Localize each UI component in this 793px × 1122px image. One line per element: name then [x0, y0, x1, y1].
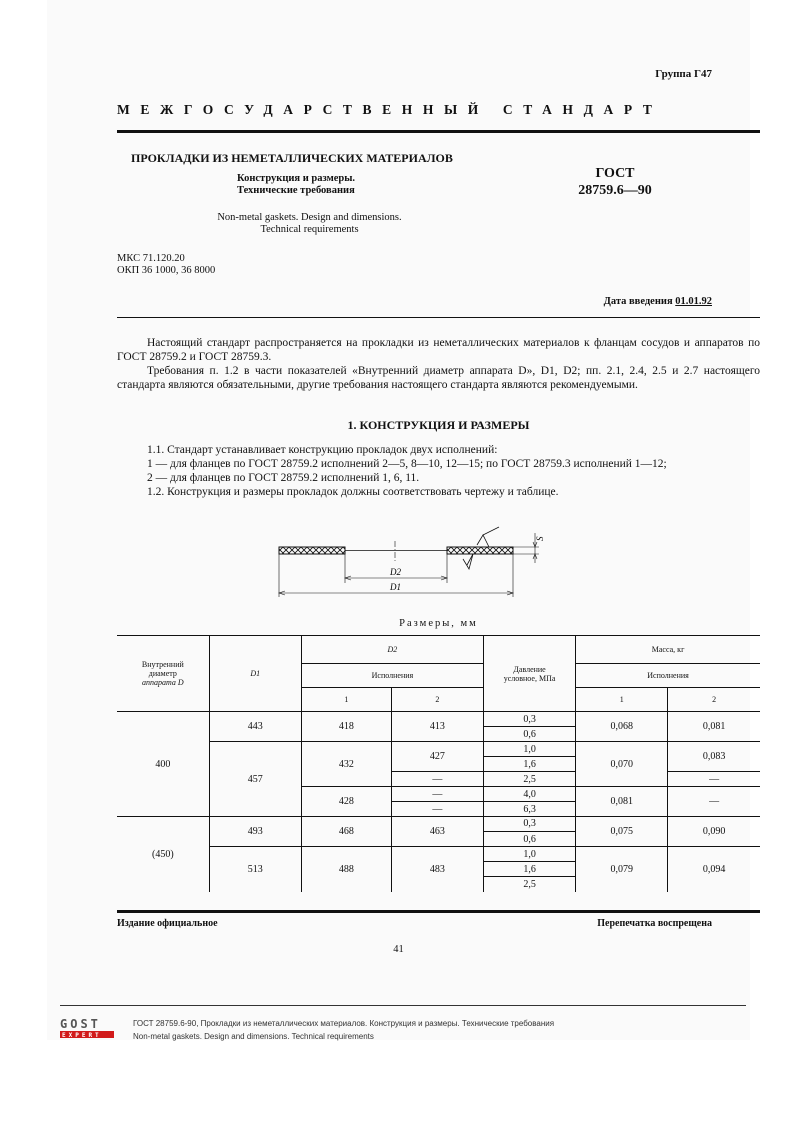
date-rule	[117, 317, 760, 318]
footer-rule	[117, 910, 760, 913]
cell-pressure: 2,5	[483, 877, 575, 892]
section-1-text	[117, 443, 760, 499]
document-page	[47, 0, 760, 1040]
cell-mass-exec-2: —	[668, 787, 760, 817]
dimension-label-d1: D1	[390, 582, 401, 592]
cell-mass-exec-2: 0,083	[668, 742, 760, 772]
header-inner-diameter	[117, 636, 209, 712]
classification-codes	[117, 253, 215, 277]
table-row	[117, 742, 760, 757]
source-divider	[60, 1005, 746, 1006]
cell-pressure: 0,6	[483, 832, 575, 847]
header-inner-diameter-line-3: аппарата D	[142, 678, 184, 687]
cell-pressure: 1,0	[483, 847, 575, 862]
cell-d1: 443	[209, 712, 301, 742]
cell-mass-exec-1: 0,075	[576, 817, 668, 847]
cell-d2-exec-1: 418	[301, 712, 391, 742]
introduction	[117, 336, 760, 392]
effective-date	[604, 296, 712, 307]
header-d2-exec-1: 1	[301, 688, 391, 712]
thickness-dimension	[513, 533, 545, 563]
cell-d2-exec-2: 413	[391, 712, 483, 742]
english-title-line-2: Technical requirements	[260, 224, 359, 235]
cell-d2-exec-1: 468	[301, 817, 391, 847]
table-caption: Размеры, мм	[399, 618, 478, 629]
okp-code: ОКП 36 1000, 36 8000	[117, 265, 216, 276]
english-title	[197, 212, 422, 236]
cell-mass-exec-1: 0,068	[576, 712, 668, 742]
table-row	[117, 817, 760, 832]
reprint-prohibited-note: Перепечатка воспрещена	[597, 918, 712, 929]
logo-text-top: GOST	[60, 1017, 101, 1031]
cell-pressure: 4,0	[483, 787, 575, 802]
header-d2: D2	[301, 636, 483, 664]
header-inner-diameter-line-1: Внутренний	[141, 660, 184, 669]
cell-pressure: 1,6	[483, 862, 575, 877]
gost-label: ГОСТ	[595, 166, 635, 181]
cell-mass-exec-2: 0,094	[668, 847, 760, 892]
interstate-standard-heading: МЕЖГОСУДАРСТВЕННЫЙ СТАНДАРТ	[117, 102, 663, 117]
english-title-line-1: Non-metal gaskets. Design and dimensions.	[217, 212, 402, 223]
cell-d1: 513	[209, 847, 301, 892]
subtitle-line-1: Конструкция и размеры.	[237, 173, 356, 184]
clause-1-1-item-2: 2 — для фланцев по ГОСТ 28759.2 исполнений 1, 6, 11.	[147, 472, 420, 484]
gost-designation	[567, 165, 663, 199]
header-pressure-line-1: Давление	[513, 664, 546, 674]
gost-expert-logo-icon	[60, 1017, 120, 1039]
gost-number: 28759.6—90	[578, 183, 652, 198]
header-mass: Масса, кг	[576, 636, 760, 664]
table-row	[117, 847, 760, 862]
document-subtitle	[237, 173, 355, 197]
gasket-left-section	[279, 547, 345, 554]
cell-d1: 493	[209, 817, 301, 847]
cell-pressure: 0,3	[483, 817, 575, 832]
page-number: 41	[393, 944, 404, 955]
header-d1: D1	[209, 636, 301, 712]
source-line-1: ГОСТ 28759.6-90, Прокладки из неметаллических материалов. Конструкция и размеры. Технические требования	[133, 1019, 555, 1028]
cell-inner-diameter-450: (450)	[151, 848, 174, 860]
header-pressure	[483, 636, 575, 712]
cell-d2-exec-2: 427	[391, 742, 483, 772]
gasket-drawing	[277, 523, 597, 603]
clause-1-1-item-1: 1 — для фланцев по ГОСТ 28759.2 исполнений 2—5, 8—10, 12—15; по ГОСТ 28759.3 исполнений 1—12;	[147, 458, 667, 470]
header-inner-diameter-line-2: диаметр	[148, 669, 177, 678]
logo-text-bottom: EXPERT	[62, 1032, 102, 1039]
cell-d2-exec-1: 432	[301, 742, 391, 787]
table-header-row-1	[117, 636, 760, 664]
cell-mass-exec-1: 0,079	[576, 847, 668, 892]
cell-d2-exec-2: 463	[391, 817, 483, 847]
date-value: 01.01.92	[675, 296, 712, 307]
cell-pressure: 1,6	[483, 757, 575, 772]
intro-paragraph-2: Требования п. 1.2 в части показателей «Внутренний диаметр аппарата D», D1, D2; пп. 2.1, 2.4, 2.5 и 2.7 настоящего стандарта являются обязательными, другие требования настоящего стандарта являются рекомендуемыми.	[117, 365, 760, 391]
cell-pressure: 0,3	[483, 712, 575, 727]
cell-inner-diameter-400: 400	[117, 712, 209, 817]
cell-pressure: 6,3	[483, 802, 575, 817]
source-line-2: Non-metal gaskets. Design and dimensions. Technical requirements	[133, 1032, 374, 1041]
cell-pressure: 0,6	[483, 727, 575, 742]
cell-d2-exec-2: —	[391, 802, 483, 817]
dimensions-table	[117, 635, 760, 892]
header-d2-executions: Исполнения	[301, 664, 483, 688]
dimension-label-s: S	[535, 536, 545, 541]
cell-mass-exec-1: 0,070	[576, 742, 668, 787]
header-rule	[117, 130, 760, 133]
table-row	[117, 712, 760, 727]
cell-d2-exec-2: —	[391, 772, 483, 787]
header-d2-exec-2: 2	[391, 688, 483, 712]
header-pressure-line-2: условное, МПа	[503, 673, 556, 683]
cell-d2-exec-2: —	[391, 787, 483, 802]
header-mass-exec-2: 2	[668, 688, 760, 712]
cell-d2-exec-1: 428	[301, 787, 391, 817]
cell-d2-exec-1: 488	[301, 847, 391, 892]
dimension-label-d2: D2	[390, 567, 401, 577]
clause-1-2: 1.2. Конструкция и размеры прокладок должны соответствовать чертежу и таблице.	[147, 486, 559, 498]
group-code: Группа Г47	[655, 68, 712, 80]
cell-mass-exec-2: 0,090	[668, 817, 760, 847]
gasket-right-section	[447, 547, 513, 554]
cell-pressure: 1,0	[483, 742, 575, 757]
subtitle-line-2: Технические требования	[237, 185, 355, 196]
header-mass-executions: Исполнения	[576, 664, 760, 688]
mks-code: МКС 71.120.20	[117, 253, 185, 264]
official-edition-note: Издание официальное	[117, 918, 218, 929]
cell-d2-exec-2: 483	[391, 847, 483, 892]
date-label: Дата введения	[603, 296, 673, 307]
d2-dimension	[345, 554, 447, 583]
intro-paragraph-1: Настоящий стандарт распространяется на прокладки из неметаллических материалов к фланцам сосудов и аппаратов по ГОСТ 28759.2 и ГОСТ 28759.3.	[117, 337, 760, 363]
cell-mass-exec-2: 0,081	[668, 712, 760, 742]
cell-pressure: 2,5	[483, 772, 575, 787]
clause-1-1: 1.1. Стандарт устанавливает конструкцию прокладок двух исполнений:	[147, 444, 498, 456]
header-mass-exec-1: 1	[576, 688, 668, 712]
section-heading: 1. КОНСТРУКЦИЯ И РАЗМЕРЫ	[347, 418, 530, 432]
document-title: ПРОКЛАДКИ ИЗ НЕМЕТАЛЛИЧЕСКИХ МАТЕРИАЛОВ	[131, 151, 453, 165]
cell-mass-exec-1: 0,081	[576, 787, 668, 817]
cell-d1: 457	[209, 742, 301, 817]
cell-mass-exec-2: —	[668, 772, 760, 787]
